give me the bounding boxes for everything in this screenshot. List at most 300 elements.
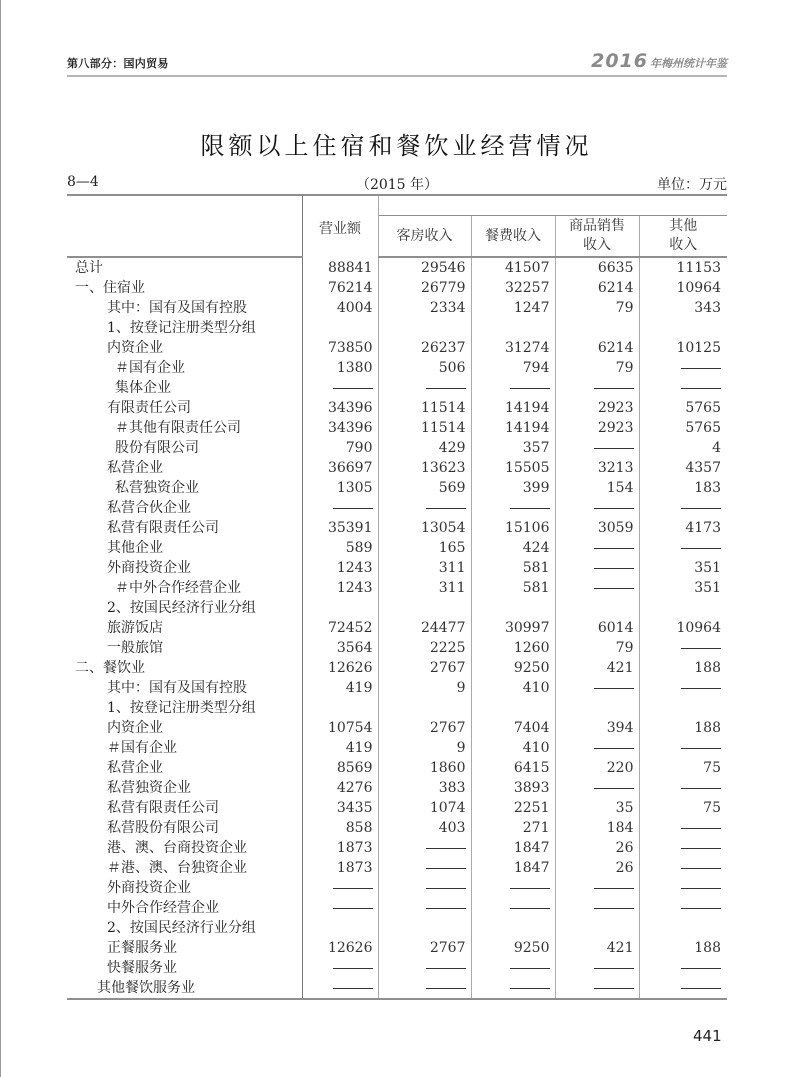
row-label: 1、按登记注册类型分组 (67, 318, 302, 338)
dash-mark (510, 908, 550, 909)
cell-value: 1380 (302, 358, 378, 378)
dash-mark (681, 548, 721, 549)
cell-dash (302, 978, 378, 999)
cell-value (302, 698, 378, 718)
dash-mark (594, 688, 634, 689)
cell-dash (555, 878, 639, 898)
cell-dash (378, 498, 471, 518)
dash-mark (594, 568, 634, 569)
dash-mark (510, 968, 550, 969)
table-row (67, 478, 727, 498)
stats-table (67, 194, 727, 1000)
cell-value (302, 318, 378, 338)
cell-dash (555, 378, 639, 398)
cell-value: 29546 (378, 257, 471, 278)
cell-value: 15505 (471, 458, 555, 478)
cell-value: 154 (555, 478, 639, 498)
cell-value: 24477 (378, 618, 471, 638)
cell-value: 5765 (685, 420, 721, 436)
cell-value (378, 598, 471, 618)
cell-value: 5765 (685, 400, 721, 416)
table-row (67, 578, 727, 598)
dash-mark (681, 868, 721, 869)
cell-value: 421 (555, 658, 639, 678)
cell-value: 8569 (302, 758, 378, 778)
table-row (67, 978, 727, 999)
cell-dash (471, 878, 555, 898)
cell-value: 2767 (378, 938, 471, 958)
cell-value: 429 (378, 438, 471, 458)
page-number: 441 (693, 1027, 722, 1045)
row-label: 其中：国有及国有控股 (67, 678, 302, 698)
cell-dash (555, 558, 639, 578)
cell-dash (639, 838, 727, 858)
cell-value: 6014 (555, 618, 639, 638)
cell-value: 35 (555, 798, 639, 818)
cell-value: 79 (555, 638, 639, 658)
cell-dash (639, 638, 727, 658)
row-label: 快餐服务业 (67, 958, 302, 978)
cell-value: 4173 (685, 520, 721, 536)
cell-value: 581 (471, 578, 555, 598)
cell-value: 184 (555, 818, 639, 838)
cell-dash (555, 978, 639, 999)
table-number: 8—4 (67, 174, 99, 190)
row-label: 有限责任公司 (67, 398, 302, 418)
table-row (67, 618, 727, 638)
row-label: 私营股份有限公司 (67, 818, 302, 838)
cell-dash (471, 958, 555, 978)
cell-dash (302, 378, 378, 398)
table-row (67, 798, 727, 818)
cell-value: 581 (471, 558, 555, 578)
cell-value: 3435 (302, 798, 378, 818)
dash-mark (333, 988, 373, 989)
dash-mark (594, 748, 634, 749)
cell-value: 3564 (302, 638, 378, 658)
cell-dash (378, 978, 471, 999)
row-label: 私营企业 (67, 758, 302, 778)
cell-value: 794 (471, 358, 555, 378)
cell-value (555, 698, 639, 718)
cell-value: 4004 (302, 298, 378, 318)
cell-dash (639, 498, 727, 518)
cell-value: 410 (471, 738, 555, 758)
cell-dash (471, 498, 555, 518)
row-label: 股份有限公司 (67, 438, 302, 458)
col-header-spacer (378, 195, 727, 216)
cell-value: 589 (302, 538, 378, 558)
cell-value: 1847 (471, 858, 555, 878)
cell-value (471, 918, 555, 938)
cell-value (639, 318, 727, 338)
dash-mark (681, 908, 721, 909)
dash-mark (333, 388, 373, 389)
cell-value: 34396 (302, 398, 378, 418)
dash-mark (594, 788, 634, 789)
cell-value: 1243 (302, 558, 378, 578)
table-row (67, 698, 727, 718)
cell-value: 183 (694, 480, 721, 496)
cell-dash (639, 898, 727, 918)
cell-value: 220 (555, 758, 639, 778)
cell-value: 357 (471, 438, 555, 458)
table-row (67, 898, 727, 918)
col-header-sub: 餐费收入 (471, 216, 555, 258)
cell-value: 34396 (302, 418, 378, 438)
cell-value: 10125 (676, 340, 721, 356)
cell-value: 4276 (302, 778, 378, 798)
cell-value: 424 (471, 538, 555, 558)
row-label: ＃国有企业 (67, 358, 302, 378)
cell-value (639, 598, 727, 618)
cell-value: 2767 (378, 658, 471, 678)
cell-value: 394 (555, 718, 639, 738)
table-row (67, 558, 727, 578)
dash-mark (426, 388, 466, 389)
cell-dash (302, 498, 378, 518)
cell-value: 3059 (555, 518, 639, 538)
table-row (67, 778, 727, 798)
row-label: 外商投资企业 (67, 558, 302, 578)
cell-value: 14194 (471, 398, 555, 418)
table-row (67, 758, 727, 778)
table-row (67, 538, 727, 558)
cell-value: 4 (712, 440, 721, 456)
dash-mark (426, 508, 466, 509)
row-label: 私营有限责任公司 (67, 798, 302, 818)
cell-value (555, 598, 639, 618)
cell-value: 311 (378, 558, 471, 578)
cell-dash (471, 898, 555, 918)
cell-value: 32257 (471, 278, 555, 298)
section-name: 第八部分：国内贸易 (67, 57, 169, 70)
cell-value: 35391 (302, 518, 378, 538)
dash-mark (681, 388, 721, 389)
table-row (67, 518, 727, 538)
cell-value: 419 (302, 738, 378, 758)
dash-mark (681, 968, 721, 969)
col-header-sub: 商品销售 收入 (555, 216, 639, 258)
cell-dash (639, 818, 727, 838)
table-row (67, 278, 727, 298)
dash-mark (594, 908, 634, 909)
row-label: 外商投资企业 (67, 878, 302, 898)
table-row (67, 878, 727, 898)
cell-value: 9250 (471, 658, 555, 678)
cell-value: 1243 (302, 578, 378, 598)
table-row (67, 838, 727, 858)
cell-value (302, 918, 378, 938)
table-row (67, 418, 727, 438)
dash-mark (426, 868, 466, 869)
dash-mark (594, 888, 634, 889)
cell-value: 79 (555, 298, 639, 318)
row-label: 内资企业 (67, 718, 302, 738)
cell-value: 72452 (302, 618, 378, 638)
cell-value (555, 318, 639, 338)
table-row (67, 318, 727, 338)
cell-value: 188 (694, 720, 721, 736)
dash-mark (510, 888, 550, 889)
cell-value: 419 (302, 678, 378, 698)
page-title: 限额以上住宿和餐饮业经营情况 (200, 132, 593, 161)
table-row (67, 718, 727, 738)
row-label-header (67, 195, 302, 257)
row-label: 私营独资企业 (67, 778, 302, 798)
dash-mark (681, 848, 721, 849)
dash-mark (681, 828, 721, 829)
dash-mark (594, 968, 634, 969)
cell-value: 79 (555, 358, 639, 378)
cell-dash (302, 898, 378, 918)
cell-value: 311 (378, 578, 471, 598)
cell-dash (555, 738, 639, 758)
cell-value (378, 698, 471, 718)
row-label: ＃中外合作经营企业 (67, 578, 302, 598)
cell-value: 1260 (471, 638, 555, 658)
cell-value: 410 (471, 678, 555, 698)
cell-value (471, 318, 555, 338)
cell-dash (555, 578, 639, 598)
cell-value: 1074 (378, 798, 471, 818)
cell-value: 36697 (302, 458, 378, 478)
cell-value: 2334 (378, 298, 471, 318)
cell-dash (639, 358, 727, 378)
cell-dash (555, 498, 639, 518)
cell-value: 14194 (471, 418, 555, 438)
cell-dash (639, 378, 727, 398)
table-year: （2015 年） (355, 177, 439, 193)
table-row (67, 638, 727, 658)
table-row (67, 918, 727, 938)
cell-dash (378, 838, 471, 858)
cell-value: 3213 (555, 458, 639, 478)
cell-value: 11514 (378, 398, 471, 418)
table-row (67, 458, 727, 478)
cell-value: 76214 (302, 278, 378, 298)
yearbook-logo (591, 50, 727, 72)
cell-value: 569 (378, 478, 471, 498)
row-label: 一般旅馆 (67, 638, 302, 658)
cell-value: 858 (302, 818, 378, 838)
cell-value: 271 (471, 818, 555, 838)
dash-mark (426, 848, 466, 849)
logo-year: 2016 (591, 50, 648, 72)
cell-dash (302, 958, 378, 978)
cell-value: 26 (555, 858, 639, 878)
cell-dash (555, 678, 639, 698)
cell-value: 790 (302, 438, 378, 458)
page-edge (0, 0, 1, 1077)
cell-value: 2923 (555, 398, 639, 418)
logo-name: 年梅州统计年鉴 (650, 57, 727, 70)
dash-mark (333, 888, 373, 889)
cell-dash (471, 978, 555, 999)
cell-value (555, 918, 639, 938)
cell-value: 75 (703, 800, 721, 816)
cell-value: 2225 (378, 638, 471, 658)
cell-value: 26779 (378, 278, 471, 298)
dash-mark (510, 388, 550, 389)
dash-mark (681, 788, 721, 789)
row-label: 一、住宿业 (67, 278, 302, 298)
table-row (67, 338, 727, 358)
cell-value: 421 (555, 938, 639, 958)
cell-value: 9 (378, 738, 471, 758)
cell-value: 9 (378, 678, 471, 698)
dash-mark (681, 748, 721, 749)
cell-value: 188 (694, 940, 721, 956)
col-header-revenue: 营业额 (302, 195, 378, 257)
cell-value: 1860 (378, 758, 471, 778)
dash-mark (594, 388, 634, 389)
cell-dash (555, 898, 639, 918)
dash-mark (681, 648, 721, 649)
dash-mark (594, 508, 634, 509)
cell-value: 7404 (471, 718, 555, 738)
cell-value: 10964 (676, 620, 721, 636)
cell-dash (378, 958, 471, 978)
dash-mark (333, 968, 373, 969)
dash-mark (594, 588, 634, 589)
cell-value: 351 (694, 560, 721, 576)
cell-dash (639, 778, 727, 798)
cell-value: 13054 (378, 518, 471, 538)
table-unit: 单位：万元 (657, 177, 727, 193)
cell-dash (639, 858, 727, 878)
cell-value: 11514 (378, 418, 471, 438)
cell-value: 343 (694, 300, 721, 316)
dash-mark (594, 548, 634, 549)
table-row (67, 298, 727, 318)
table-row (67, 438, 727, 458)
col-header-sub: 客房收入 (378, 216, 471, 258)
col-header-sub: 其他 收入 (639, 216, 727, 258)
cell-value (302, 598, 378, 618)
row-label: 私营企业 (67, 458, 302, 478)
cell-dash (471, 378, 555, 398)
table-header (67, 195, 727, 257)
table-row (67, 598, 727, 618)
cell-value: 15106 (471, 518, 555, 538)
cell-value: 1305 (302, 478, 378, 498)
cell-dash (378, 878, 471, 898)
dash-mark (510, 988, 550, 989)
dash-mark (681, 688, 721, 689)
cell-value: 6214 (555, 338, 639, 358)
table-row (67, 958, 727, 978)
cell-value (639, 918, 727, 938)
row-label: 正餐服务业 (67, 938, 302, 958)
dash-mark (333, 508, 373, 509)
row-label: 私营有限责任公司 (67, 518, 302, 538)
table-row (67, 257, 727, 278)
table-meta (67, 174, 727, 194)
cell-dash (555, 438, 639, 458)
table-row (67, 678, 727, 698)
cell-value: 506 (378, 358, 471, 378)
table-row (67, 398, 727, 418)
table-row (67, 858, 727, 878)
running-header (67, 50, 727, 72)
row-label: 旅游饭店 (67, 618, 302, 638)
cell-dash (639, 978, 727, 999)
cell-value: 3893 (471, 778, 555, 798)
row-label: 集体企业 (67, 378, 302, 398)
cell-value: 26 (555, 838, 639, 858)
cell-dash (378, 898, 471, 918)
row-label: 1、按登记注册类型分组 (67, 698, 302, 718)
cell-value: 6415 (471, 758, 555, 778)
table-row (67, 818, 727, 838)
table-row (67, 378, 727, 398)
dash-mark (510, 508, 550, 509)
cell-value: 165 (378, 538, 471, 558)
row-label: ＃港、澳、台独资企业 (67, 858, 302, 878)
dash-mark (426, 908, 466, 909)
cell-value: 2923 (555, 418, 639, 438)
cell-value: 6214 (555, 278, 639, 298)
cell-value: 188 (694, 660, 721, 676)
dash-mark (333, 908, 373, 909)
cell-value: 26237 (378, 338, 471, 358)
table-row (67, 358, 727, 378)
cell-value: 12626 (302, 658, 378, 678)
cell-value: 13623 (378, 458, 471, 478)
row-label: ＃其他有限责任公司 (67, 418, 302, 438)
cell-value (471, 698, 555, 718)
cell-value: 10964 (676, 280, 721, 296)
cell-value: 351 (694, 580, 721, 596)
cell-dash (639, 878, 727, 898)
cell-value: 31274 (471, 338, 555, 358)
cell-value (639, 698, 727, 718)
cell-value: 403 (378, 818, 471, 838)
table-row (67, 658, 727, 678)
table-body (67, 257, 727, 999)
cell-value: 75 (703, 760, 721, 776)
row-label: 2、按国民经济行业分组 (67, 598, 302, 618)
cell-dash (639, 738, 727, 758)
cell-value: 1247 (471, 298, 555, 318)
row-label: 私营合伙企业 (67, 498, 302, 518)
row-label: 其他餐饮服务业 (67, 978, 302, 999)
header-rule (67, 75, 727, 77)
cell-dash (555, 778, 639, 798)
cell-dash (302, 878, 378, 898)
table-row (67, 738, 727, 758)
cell-value: 2251 (471, 798, 555, 818)
cell-dash (378, 858, 471, 878)
cell-value: 73850 (302, 338, 378, 358)
dash-mark (426, 968, 466, 969)
cell-value: 30997 (471, 618, 555, 638)
cell-value: 9250 (471, 938, 555, 958)
cell-value: 41507 (471, 257, 555, 278)
cell-dash (639, 538, 727, 558)
row-label: 港、澳、台商投资企业 (67, 838, 302, 858)
dash-mark (681, 988, 721, 989)
cell-value: 1873 (302, 858, 378, 878)
cell-dash (378, 378, 471, 398)
row-label: 二、餐饮业 (67, 658, 302, 678)
dash-mark (681, 368, 721, 369)
cell-value (378, 318, 471, 338)
cell-value: 1873 (302, 838, 378, 858)
cell-dash (555, 958, 639, 978)
dash-mark (681, 888, 721, 889)
